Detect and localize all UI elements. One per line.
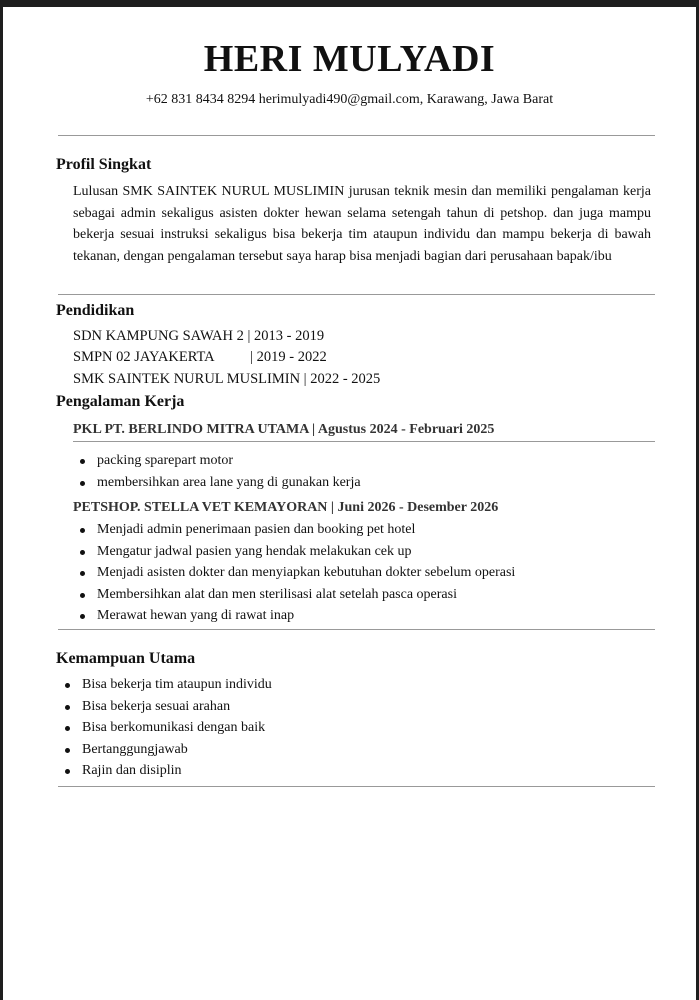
bullet-icon: [65, 748, 70, 753]
list-item: Bisa berkomunikasi dengan baik: [58, 717, 272, 739]
bullet-icon: [80, 614, 85, 619]
list-item: membersihkan area lane yang di gunakan kerja: [73, 472, 361, 494]
list-item: Menjadi asisten dokter dan menyiapkan kebutuhan dokter sebelum operasi: [73, 562, 515, 584]
list-item: Bertanggungjawab: [58, 739, 272, 761]
job-title: PETSHOP. STELLA VET KEMAYORAN | Juni 2026 - Desember 2026: [73, 500, 499, 515]
bullet-icon: [65, 683, 70, 688]
list-item: Bisa bekerja tim ataupun individu: [58, 674, 272, 696]
list-item: Menjadi admin penerimaan pasien dan booking pet hotel: [73, 519, 515, 541]
education-item: SDN KAMPUNG SAWAH 2 | 2013 - 2019: [73, 328, 325, 344]
divider: [73, 441, 655, 442]
divider: [58, 135, 655, 136]
resume-page: [3, 7, 696, 1000]
bullet-icon: [80, 550, 85, 555]
section-heading-pengalaman: Pengalaman Kerja: [56, 393, 185, 410]
section-heading-profil: Profil Singkat: [56, 156, 152, 173]
section-heading-kemampuan: Kemampuan Utama: [56, 650, 196, 667]
education-item: SMPN 02 JAYAKERTA | 2019 - 2022: [73, 349, 327, 365]
bullet-icon: [80, 571, 85, 576]
bullet-icon: [80, 593, 85, 598]
bullet-icon: [65, 726, 70, 731]
divider: [58, 786, 655, 787]
profile-summary: Lulusan SMK SAINTEK NURUL MUSLIMIN jurusan teknik mesin dan memiliki pengalaman kerja sebagai admin sekaligus asisten dokter hewan selama setengah tahun di petshop. dan juga mampu bekerja sesuai instruksi sekaligus bisa bekerja tim ataupun individu dan mampu bekerja di bawah tekanan, dengan pengalaman tersebut saya harap bisa menjadi bagian dari perusahaan bapak/ibu: [73, 184, 651, 264]
list-item: packing sparepart motor: [73, 450, 361, 472]
bullet-icon: [65, 769, 70, 774]
job-title: PKL PT. BERLINDO MITRA UTAMA | Agustus 2024 - Februari 2025: [73, 422, 495, 437]
divider: [58, 629, 655, 630]
job-task-list: [73, 519, 515, 627]
divider: [58, 294, 655, 295]
list-item: Rajin dan disiplin: [58, 760, 272, 782]
list-item: Merawat hewan yang di rawat inap: [73, 605, 515, 627]
education-item: SMK SAINTEK NURUL MUSLIMIN | 2022 - 2025: [73, 371, 381, 387]
bullet-icon: [80, 528, 85, 533]
job-task-list: [73, 450, 361, 493]
list-item: Membersihkan alat dan men sterilisasi alat setelah pasca operasi: [73, 584, 515, 606]
skills-list: [58, 674, 272, 782]
bullet-icon: [80, 459, 85, 464]
resume-name: HERI MULYADI: [203, 38, 496, 80]
list-item: Mengatur jadwal pasien yang hendak melakukan cek up: [73, 541, 515, 563]
contact-info: +62 831 8434 8294 herimulyadi490@gmail.com, Karawang, Jawa Barat: [145, 92, 554, 107]
list-item: Bisa bekerja sesuai arahan: [58, 696, 272, 718]
bullet-icon: [65, 705, 70, 710]
bullet-icon: [80, 481, 85, 486]
section-heading-pendidikan: Pendidikan: [56, 302, 135, 319]
